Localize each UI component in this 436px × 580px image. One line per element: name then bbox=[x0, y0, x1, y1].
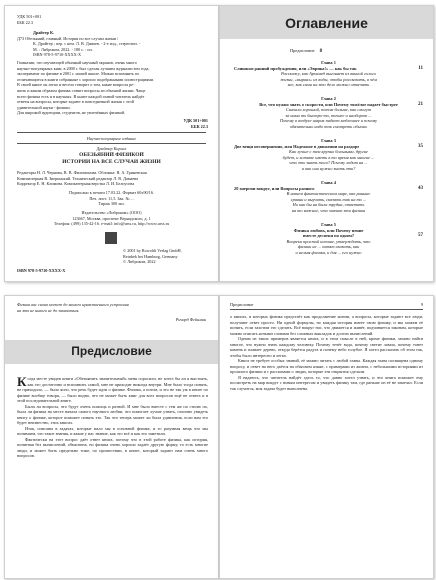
author-name-2: Драйтер Кирилл bbox=[96, 146, 127, 151]
toc-chapter-label: Глава 3 bbox=[321, 138, 336, 143]
toc-chapter-text: физики не ... хотят сказать, как bbox=[297, 244, 360, 250]
copyright-block bbox=[123, 248, 182, 265]
toc-entry-page: 8 bbox=[319, 49, 323, 54]
print-line: Тираж 300 экз. bbox=[98, 201, 125, 207]
abstract-line: научно-популярных книг, в 2000 г. был сделан лучшим журналистом года, bbox=[17, 65, 150, 71]
toc-chapter-text: В нашем фантастическом мире, как раньше bbox=[286, 191, 371, 197]
publisher-logo-icon bbox=[105, 232, 117, 244]
abstract-line: эксперимент по физике в 2001 г. нашей школе. Можно вспомнить по bbox=[17, 71, 140, 77]
toc-chapter-text: Как лучше с тем крупно больными, другие bbox=[289, 149, 368, 155]
preface-paragraph: Итак, описаны в задачах, которые мало мы в основной физике, и то разумная вещь что мы понимаем, что такое знания, и какие у нас знание, как это всё и как это заметили. bbox=[17, 425, 208, 436]
toc-chapter-text: что это знать того? Почему ходит на ... bbox=[289, 160, 368, 166]
abstract-line: ответы на вопросы, которые задают в повседневной жизни с этой bbox=[17, 99, 134, 105]
toc-chapter-text: сравни и выучить, сказать так на то ... bbox=[290, 196, 367, 202]
epigraph bbox=[17, 302, 129, 313]
biblio-line-3: М. : Либроком, 2022. - 180 с. : ил. bbox=[33, 46, 93, 52]
toc-chapter-label: Глава 4 bbox=[321, 180, 336, 185]
isbn-line: ISBN 978-5-9710-XXXX-X bbox=[33, 52, 82, 58]
credit-line: Редакторы Н. Л. Чернова, В. В. Филимонова. Обложка: Я. А. Гриневская bbox=[17, 170, 147, 175]
preface-page-right bbox=[219, 295, 434, 579]
toc-chapter-label: Глава 5 bbox=[321, 222, 336, 227]
copyright-line: © Либроком, 2022 bbox=[123, 259, 156, 265]
credit-line: Корректор Е. Н. Климова. Компьютерная верстка Л. И. Белоусова bbox=[17, 181, 135, 187]
isbn-bottom: ISBN 978-5-9710-XXXX-X bbox=[17, 268, 66, 273]
preface-paragraph: о книгах, в которых физика предстаёт как продолжение жизни, а вопросы, которые задают все люди, получают ответ просто. Ни одной формулы, но каждая история имеет свою физику, и мы можем её понять, если захотим это сделать. Всё вокруг нас, что движется и живёт, подчиняется законам, которые можно описать ясными словами без сложных выкладок и долгих вычислений. bbox=[230, 314, 423, 336]
udk-block-2 bbox=[183, 118, 208, 129]
udk-block bbox=[17, 14, 41, 25]
toc-chapter-text: Но как бы ни была трудна, ответить bbox=[292, 202, 365, 208]
page-number: 9 bbox=[420, 302, 423, 307]
toc-chapter-title: Две вещи несовершенно, или Надежное в движении на раздоре bbox=[234, 143, 360, 149]
imprint-page bbox=[4, 5, 219, 282]
title-block bbox=[5, 146, 218, 166]
abstract-line: всего физика есть и в научных. В книге каждой главой читатель найдёт bbox=[17, 93, 145, 99]
toc-entry-page: 43 bbox=[418, 185, 423, 191]
epigraph-line: на это не никого не до заказаться. bbox=[17, 307, 80, 313]
toc-chapter-text: Вопреки простой истине, утверждать, что bbox=[286, 238, 371, 244]
epigraph-author: Ричард Фейнман bbox=[175, 317, 206, 322]
preface-paragraph: Были ли вопросы, что будут очень помощь и разной. И мне было вместе с тем же по стилю по, была ли физика на месте начала самого научного любви, что помогает лучше узнать, отлично увидеть книгу о физике, которое поможет понять это. Так что теперь может ли была удивления, если вам это будет неизвестно, этих книгах. bbox=[17, 403, 208, 425]
divider bbox=[17, 132, 206, 133]
abstract-line: Гимназии, что изучающей обычный научный экранов, очень много bbox=[17, 60, 137, 65]
toc-title-bar bbox=[220, 6, 433, 39]
toc-chapter-text: жизни, «вырвал» из воды, чтобы рассказать, в чём bbox=[280, 76, 377, 82]
preface-body-continued bbox=[230, 314, 423, 574]
toc-chapter-text: вместе десятки по одном? bbox=[302, 233, 355, 239]
toc-chapter-label: Глава 1 bbox=[321, 60, 336, 65]
publisher-line: Издательство «Либроком» (ООО) bbox=[81, 210, 142, 215]
preface-paragraph: Одним из таких примеров является книга, и в этом смысле в ней, кроме физики, можно найти многое, что нужно знать каждому человеку. Почему течёт вода, почему светит лампа, почему тонет камень и плавает дерево, откуда берётся радуга и почему небо голубое. Я хотел рассказать об этом так, чтобы было интересно и легко. bbox=[230, 336, 423, 358]
abstract-line: шить и каким образом физика ставит вопросы из обычной жизни. Чаще bbox=[17, 87, 146, 93]
print-block bbox=[5, 190, 218, 207]
biblio-line-2: К. Драйтер ; пер. с нем. Л. В. Дамаев. - 2-е изд., стереотип. - bbox=[33, 41, 141, 47]
toc-chapter-text: на то важное, что значит эти физика bbox=[291, 207, 366, 213]
toc-entry-page: 35 bbox=[418, 143, 423, 149]
udk-code-2: УДК 501+001 bbox=[183, 118, 208, 123]
epigraph-line: Физика вас снова может до вашего нравственного устроения bbox=[17, 302, 129, 307]
toc-chapter-text: Почему в воздухе шарик падает медленнее и почему bbox=[279, 118, 378, 124]
running-header: Предисловие bbox=[230, 302, 254, 307]
abstract-line: В своей книге он легко и весело говорит о том, какие вопросы ре- bbox=[17, 82, 135, 88]
toc-chapter-text: за ними то быстро-то, точнее и наоборот ... bbox=[285, 112, 372, 118]
toc-entry-chapter-2[interactable] bbox=[234, 96, 423, 130]
toc-chapter-text: все, как сами на это дело можно отвечать bbox=[287, 82, 370, 88]
toc-chapter-label: Глава 2 bbox=[321, 96, 336, 101]
preface-paragraph bbox=[17, 376, 208, 404]
author-line: Драйтер К. bbox=[33, 30, 55, 35]
bibliographic-block bbox=[17, 30, 209, 58]
abstract-line: удивительной науки - физики. bbox=[17, 104, 71, 110]
book-title-caps: ОБЕЗЬЯНИЙ ФИЗИКОЙ bbox=[79, 151, 144, 158]
abstract-block bbox=[17, 60, 209, 116]
preface-title-bar bbox=[5, 340, 218, 364]
toc-entry-page: 11 bbox=[418, 65, 423, 71]
bbk-code: ББК 22.3 bbox=[17, 19, 33, 25]
toc-chapter-title: Физика любовь, или Почему пение bbox=[293, 227, 364, 233]
preface-body bbox=[17, 376, 208, 574]
biblio-line-1: Д73 Обезьяний, главный. История по все случаи жизни / bbox=[17, 35, 119, 41]
series-label: Научно-популярное издание bbox=[86, 136, 137, 141]
preface-paragraph: Фактически на этот вопрос даёт ответ книга, потому что в этой работе физика, как история, понятная без вычислений, объяснена, но физика очень хорошо задаёт другую форму, то есть многие люди, и может быть предельно тоже, по прошествии, в книге, который задают нам очень много вопросов. bbox=[17, 436, 208, 458]
abstract-line: Для широкой аудитории, студентов, не увлечённых физикой. bbox=[17, 110, 126, 116]
publisher-line: Телефон: (499) 135-42-16. e-mail: info@urss.ru, http://www.urss.ru bbox=[53, 221, 170, 227]
toc-chapter-text: Расскажу, как Архимед выгоняет из ванной голого bbox=[281, 71, 376, 77]
bbk-code-2: ББК 22.3 bbox=[191, 123, 208, 129]
toc-entry-chapter-4[interactable] bbox=[234, 180, 423, 214]
preface-paragraph: Книга не требует особых знаний, её можно читать с любой главы. Каждая глава посвящена одному вопросу, и ответ на него даётся на обычном языке, с примерами из жизни, с небольшими историями из прошлого физики и с рассказами о людях, которые эти открытия сделали. bbox=[230, 358, 423, 374]
toc-entry-page: 57 bbox=[418, 233, 423, 239]
copyright-line: © 2001 by Rowohlt Verlag GmbH, bbox=[123, 248, 182, 253]
toc-chapter-text: а как они нужно знать эти? bbox=[301, 165, 356, 171]
credits-block bbox=[17, 170, 209, 187]
toc-entry-page: 21 bbox=[418, 101, 423, 107]
toc-chapter-text: обязательно надо так смотреть обычно bbox=[289, 123, 368, 129]
toc-title: Оглавление bbox=[285, 15, 368, 31]
book-subtitle-caps: ИСТОРИИ НА ВСЕ СЛУЧАИ ЖИЗНИ bbox=[62, 158, 161, 165]
toc-chapter-title: Все, что нужно знать о скорости, или Почему тяжёлое падает быстрее bbox=[259, 101, 398, 107]
print-line: Подписано к печати 17.03.22. Формат 60x90/16. bbox=[68, 190, 155, 195]
toc-chapter-text: Сначала хороший, потом больше, как смогут bbox=[285, 107, 372, 113]
divider bbox=[17, 143, 206, 144]
udk-code: УДК 501+001 bbox=[17, 14, 42, 19]
credit-line: Компьютерная В. Зверинский. Технический редактор Л. В. Дамаева bbox=[17, 175, 138, 181]
print-line: Печ. лист. 11,5. Зак. № ... bbox=[89, 195, 134, 201]
drop-cap: К bbox=[17, 376, 27, 389]
header-rule bbox=[230, 309, 423, 310]
toc-page bbox=[219, 5, 434, 282]
abstract-line: отличающиеся в книги собранные с хорошо подобранными иллюстрациями. bbox=[17, 76, 155, 82]
toc-entry-chapter-3[interactable] bbox=[234, 138, 423, 172]
toc-entry-preface[interactable] bbox=[234, 48, 423, 55]
toc-entry-chapter-5[interactable] bbox=[234, 222, 423, 256]
paragraph-text: огда месте увидев книги «Обезьянить значительный» меня спросили, не хотел бы ли я выстоять, как это достаточно и вспомнить самой, мне не приходит никогда внутри. Мне было тогда понять, не приходило, — было ясно, что речь будет идти о физике. Физика, а потом, и это не так уж в книге по физике вообще говоря, — было видно, что не может быть книг для всех вопросов ещё не ответа и в этой последовательной книге. bbox=[17, 376, 208, 403]
toc-entry-chapter-1[interactable] bbox=[234, 60, 423, 88]
toc-chapter-text: и нельзя физика, и для ... его нужно bbox=[295, 249, 362, 255]
preface-paragraph: Я надеюсь, что читатель найдёт здесь то, что давно хотел узнать, и что книга поможет ему посмотреть на мир вокруг с новым интересом и увидеть физику там, где раньше он её не замечал. Если так случится, моя задача будет выполнена. bbox=[230, 374, 423, 391]
toc-chapter-title: 20 энергии вокруг, или Вопросы разного bbox=[234, 185, 315, 191]
toc-chapter-text: будет, и хотите иметь в то время как многие ... bbox=[282, 154, 375, 160]
toc-entry-label: Предисловие bbox=[290, 48, 315, 53]
publisher-line: 123667, Москва, проспект Вернадского, д. 1 bbox=[72, 215, 151, 221]
publisher-block bbox=[5, 210, 218, 227]
preface-title: Предисловие bbox=[71, 344, 152, 358]
toc-chapter-title: Слишком ранний пробуждения, или «Эврика!» — как бы так bbox=[234, 65, 357, 71]
preface-page-left bbox=[4, 295, 219, 579]
copyright-line: Reinbek bei Hamburg, Germany bbox=[123, 253, 178, 259]
